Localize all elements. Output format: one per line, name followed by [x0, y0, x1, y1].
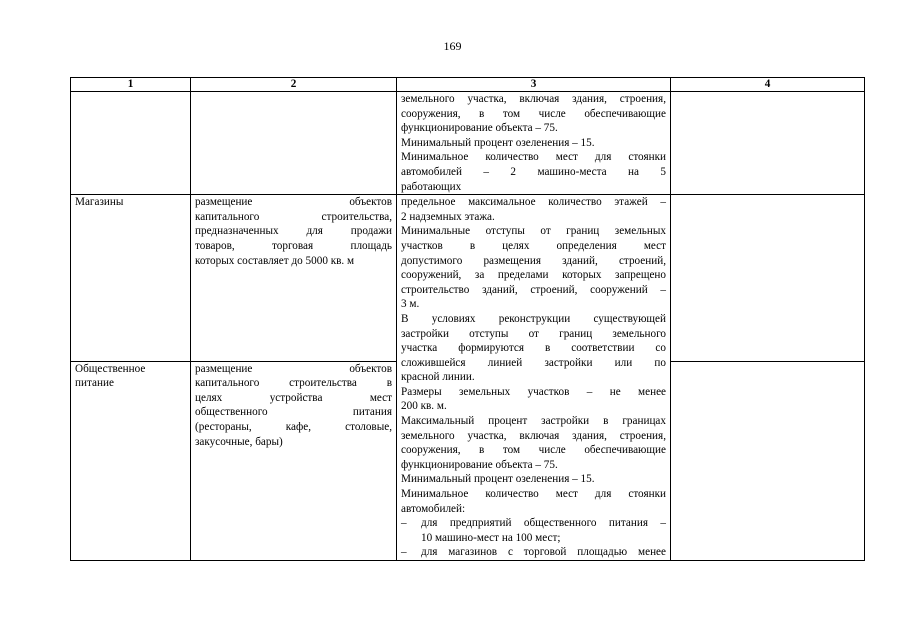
use-name-catering: Общественное питание: [71, 361, 191, 560]
cell-empty: [191, 92, 397, 195]
list-item: – для магазинов с торговой площадью менее: [401, 546, 666, 559]
cell-parameters-merged: предельное максимальное количество этажей – 2 надземных этажа. Минимальные отступы от границ земельных участков в целях определения мест допустимого размещения зданий, строений, сооружений, за пределами которых запрещено строительство зданий, строений, сооружений – 3 м. В условиях реконструкции существующей застройки отступы от границ земельного участка формируются в соответствии со сложившейся линией застройки или по красной линии. Размеры земельных участков – не менее 200 кв. м. Максимальный процент застройки в границах земельного участка, включая здания, строения, сооружения, в том числе обеспечивающие функционирование объекта – 75. Минимальный процент озеленения – 15. Минимальное количество мест для стоянки автомобилей: – для предприятий общественного питания – 10 машино-мест на 100 мест; – для магазинов с торговой площадью менее: [397, 195, 671, 561]
cell-empty: [671, 361, 865, 560]
table-row-continued: [71, 92, 865, 195]
regulations-table: [70, 77, 865, 561]
list-item: – для предприятий общественного питания – 10 машино-мест на 100 мест;: [401, 517, 666, 544]
column-header-1: 1: [71, 78, 191, 92]
table-header-row: [71, 78, 865, 92]
use-description-catering: размещение объектов капитального строительства в целях устройства мест общественного питания (рестораны, кафе, столовые, закусочные, бары): [191, 361, 397, 560]
cell-continued-parameters: земельного участка, включая здания, строения, сооружения, в том числе обеспечивающие функционирование объекта – 75. Минимальный процент озеленения – 15. Минимальное количество мест для стоянки автомобилей – 2 машино-места на 5 работающих: [397, 92, 671, 195]
use-name-shops: Магазины: [71, 195, 191, 361]
use-description-shops: размещение объектов капитального строительства, предназначенных для продажи товаров, торговая площадь которых составляет до 5000 кв. м: [191, 195, 397, 361]
cell-empty: [671, 195, 865, 361]
cell-empty: [71, 92, 191, 195]
table-row-shops: [71, 195, 865, 361]
column-header-4: 4: [671, 78, 865, 92]
cell-empty: [671, 92, 865, 195]
column-header-3: 3: [397, 78, 671, 92]
page-number: 169: [443, 39, 462, 53]
column-header-2: 2: [191, 78, 397, 92]
